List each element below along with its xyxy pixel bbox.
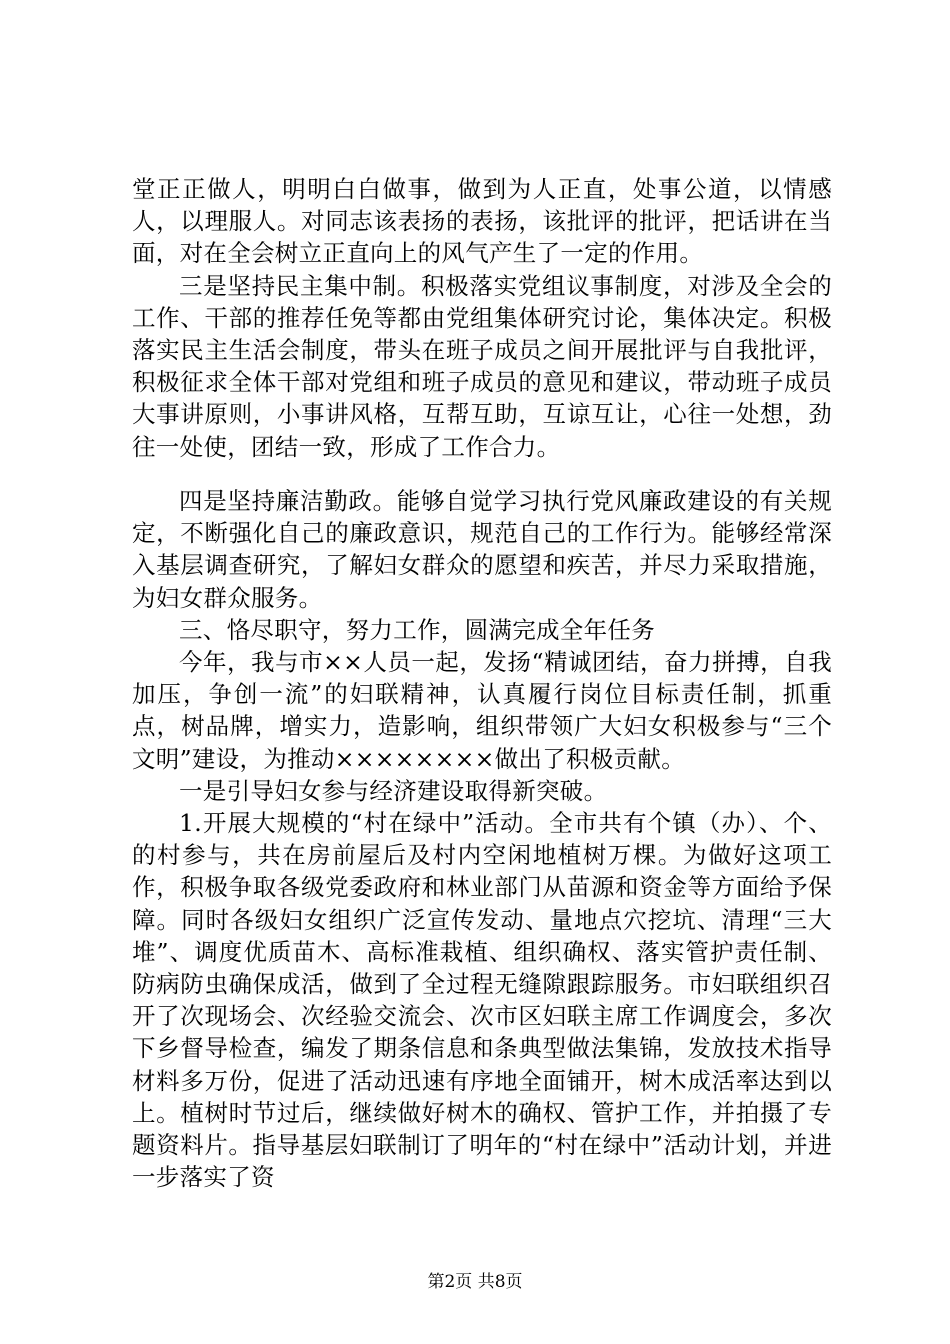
paragraph: 今年，我与市××人员一起，发扬“精诚团结，奋力拼搏，自我加压，争创一流”的妇联精神，认真履行岗位目标责任制，抓重点，树品牌，增实力，造影响，组织带领广大妇女积极参与“三个文明”建设，为推动××××××××做出了积极贡献。 xyxy=(132,648,832,773)
subheading: 一是引导妇女参与经济建设取得新突破。 xyxy=(179,776,608,805)
paragraph: 三是坚持民主集中制。积极落实党组议事制度，对涉及全会的工作、干部的推荐任免等都由党组集体研究讨论，集体决定。积极落实民主生活会制度，带头在班子成员之间开展批评与自我批评，积极征求全体干部对党组和班子成员的意见和建议，带动班子成员大事讲原则，小事讲风格，互帮互助，互谅互让，心往一处想，劲往一处使，团结一致，形成了工作合力。 xyxy=(132,271,832,461)
text-block-top xyxy=(132,173,832,463)
paragraph: 1.开展大规模的“村在绿中”活动。全市共有个镇（办）、个、的村参与，共在房前屋后及村内空闲地植树万棵。为做好这项工作，积极争取各级党委政府和林业部门从苗源和资金等方面给予保障。同时各级妇女组织广泛宣传发动、量地点穴挖坑、清理“三大堆”、调度优质苗木、高标准栽植、组织确权、落实管护责任制、防病防虫确保成活，做到了全过程无缝隙跟踪服务。市妇联组织召开了次现场会、次经验交流会、次市区妇联主席工作调度会，多次下乡督导检查，编发了期条信息和条典型做法集锦，发放技术指导材料多万份，促进了活动迅速有序地全面铺开，树木成活率达到以上。植树时节过后，继续做好树木的确权、管护工作，并拍摄了专题资料片。指导基层妇联制订了明年的“村在绿中”活动计划，并进一步落实了资 xyxy=(132,809,832,1192)
paragraph: 四是坚持廉洁勤政。能够自觉学习执行党风廉政建设的有关规定，不断强化自己的廉政意识，规范自己的工作行为。能够经常深入基层调查研究，了解妇女群众的愿望和疾苦，并尽力采取措施，为妇女群众服务。 xyxy=(132,487,832,612)
paragraph: 堂正正做人，明明白白做事，做到为人正直，处事公道，以情感人，以理服人。对同志该表扬的表扬，该批评的批评，把话讲在当面，对在全会树立正直向上的风气产生了一定的作用。 xyxy=(132,175,832,268)
text-block-bottom xyxy=(132,485,832,1193)
section-heading: 三、恪尽职守，努力工作，圆满完成全年任务 xyxy=(179,615,655,644)
page-footer: 第2页 共8页 xyxy=(427,1272,523,1292)
